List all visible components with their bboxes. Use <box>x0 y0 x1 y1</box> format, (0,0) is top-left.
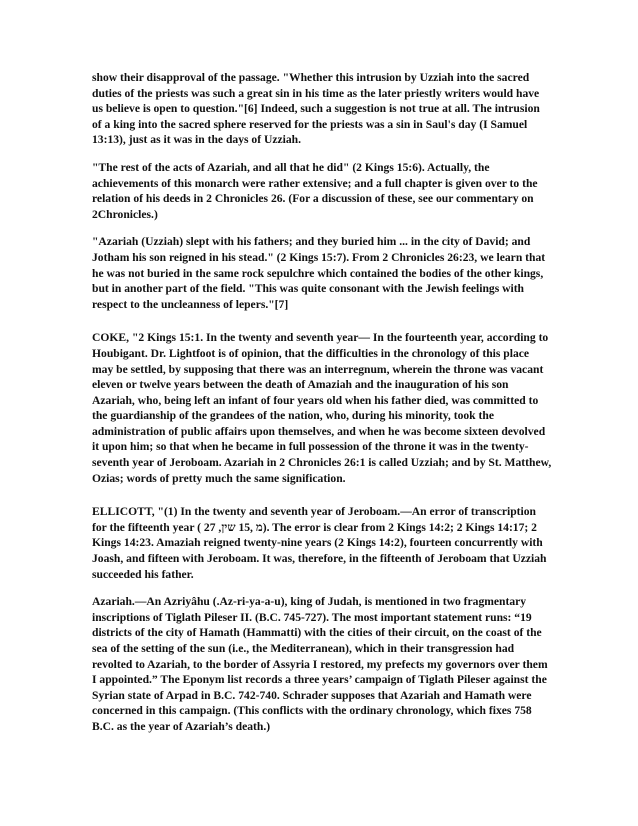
paragraph-acts-of-azariah: "The rest of the acts of Azariah, and all that he did" (2 Kings 15:6). Actually, the achievements of this monarch were rather extensive; and a full chapter is given over to the relation of his deeds in 2 Chronicles 26. (For a discussion of these, see our commentary on 2Chronicles.) <box>92 160 538 221</box>
paragraph-coke-commentary: COKE, "2 Kings 15:1. In the twenty and seventh year— In the fourteenth year, according to Houbigant. Dr. Lightfoot is of opinion, that the difficulties in the chronology of this place may be settled, by supposing that there was an interregnum, wherein the throne was vacant eleven or twelve years between the death of Amaziah and the inauguration of his son Azariah, who, being left an infant of four years old when his father died, was committed to the guardianship of the grandees of the nation, who, during his minority, took the administration of public affairs upon themselves, and when he was become sixteen devolved it upon him; so that when he became in full possession of the throne it was in the twenty-seventh year of Jeroboam. Azariah in 2 Chronicles 26:1 is called Uzziah; and by St. Matthew, Ozias; words of pretty much the same signification. <box>92 331 552 485</box>
document-page <box>92 70 552 747</box>
paragraph-azriyahu-inscriptions: Azariah.—An Azriyâhu (.Az-ri-ya-a-u), king of Judah, is mentioned in two fragmentary inscriptions of Tiglath Pileser II. (B.C. 745-727). The most important statement runs: “19 districts of the city of Hamath (Hammatti) with the cities of their circuit, on the coast of the sea of the setting of the sun (i.e., the Mediterranean), which in their transgression had revolted to Azariah, to the border of Assyria I restored, my prefects my governors over them I appointed.” The Eponym list records a three years’ campaign of Tiglath Pileser against the Syrian state of Arpad in B.C. 742-740. Schrader supposes that Azariah and Hamath were concerned in this campaign. (This conflicts with the ordinary chronology, which fixes 758 B.C. as the year of Azariah’s death.) <box>92 595 548 733</box>
paragraph-uzziah-intrusion: show their disapproval of the passage. "Whether this intrusion by Uzziah into the sacred duties of the priests was such a great sin in his time as the later priestly writers would have us believe is open to question."[6] Indeed, such a suggestion is not true at all. The intrusion of a king into the sacred sphere reserved for the priests was a sin in Saul's day (I Samuel 13:13), just as it was in the days of Uzziah. <box>92 71 540 147</box>
paragraph-azariah-burial: "Azariah (Uzziah) slept with his fathers; and they buried him ... in the city of David; and Jotham his son reigned in his stead." (2 Kings 15:7). From 2 Chronicles 26:23, we learn that he was not buried in the same rock sepulchre which contained the bodies of the other kings, but in another part of the field. "This was quite consonant with the Jewish feelings with respect to the uncleanness of lepers."[7] <box>92 235 546 311</box>
paragraph-ellicott-commentary: ELLICOTT, "(1) In the twenty and seventh year of Jeroboam.—An error of transcription for the fifteenth year ( 27 ,מ ,15 שין). The error is clear from 2 Kings 14:2; 2 Kings 14:17; 2 Kings 14:23. Amaziah reigned twenty-nine years (2 Kings 14:2), fourteen concurrently with Joash, and fifteen with Jeroboam. It was, therefore, in the fifteenth of Jeroboam that Uzziah succeeded his father. <box>92 505 547 581</box>
